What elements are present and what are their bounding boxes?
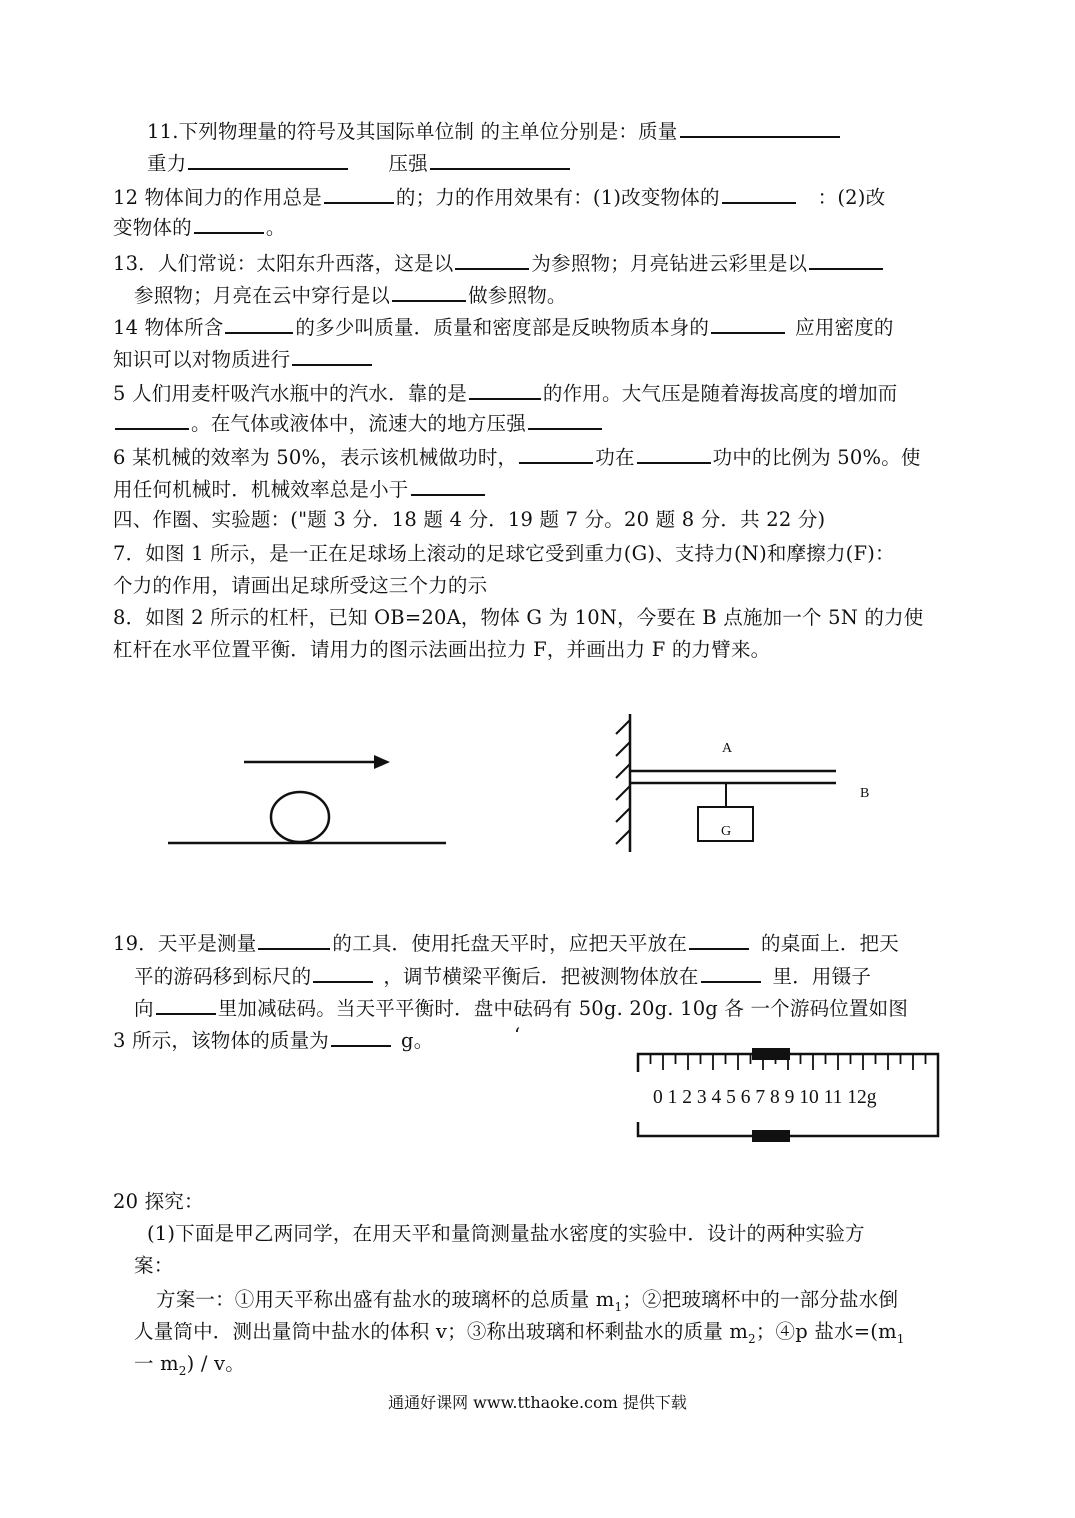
q20-plan1-line-1: 方案一：①用天平称出盛有盐水的玻璃杯的总质量 $m_1$；②把玻璃杯中的一部分盐水倒 bbox=[156, 1288, 899, 1314]
q16-line-1: 6 某机械的效率为 50%，表示该机械做功时， 功在 功中的比例为 50%。使 bbox=[113, 446, 921, 469]
motion-arrow-head bbox=[374, 755, 390, 769]
q17-line-2: 个力的作用，请画出足球所受这三个力的示 bbox=[113, 574, 488, 597]
answer-blank bbox=[711, 314, 785, 334]
answer-blank bbox=[194, 214, 264, 234]
q15-line-1: 5 人们用麦杆吸汽水瓶中的汽水．靠的是 的作用。大气压是随着海拔高度的增加而 bbox=[113, 382, 898, 405]
answer-blank bbox=[430, 150, 570, 170]
label-g: G bbox=[721, 824, 732, 839]
q17-line-1: 7．如图 1 所示，是一正在足球场上滚动的足球它受到重力(G)、支持力(N)和摩擦力(F)： bbox=[113, 542, 895, 565]
q13-line-1: 13．人们常说：太阳东升西落，这是以 为参照物；月亮钻进云彩里是以 bbox=[113, 250, 885, 276]
q14-line-2: 知识可以对物质进行 bbox=[113, 346, 374, 372]
q19-line-4: 3 所示，该物体的质量为 g。 bbox=[113, 1029, 434, 1052]
answer-blank bbox=[528, 410, 602, 430]
answer-blank bbox=[455, 250, 529, 270]
q16-line-2: 用任何机械时．机械效率总是小于 bbox=[113, 476, 487, 502]
answer-blank bbox=[188, 150, 348, 170]
figure-3-scale bbox=[632, 1040, 944, 1144]
answer-blank bbox=[689, 930, 749, 950]
answer-blank bbox=[809, 250, 883, 270]
section-4-heading: 四、作圈、实验题：("题 3 分．18 题 4 分．19 题 7 分。20 题 8 分．共 22 分) bbox=[113, 508, 826, 531]
answer-blank bbox=[313, 963, 373, 983]
answer-blank bbox=[292, 346, 372, 366]
q19-line-1: 19．天平是测量 的工具．使用托盘天平时，应把天平放在 的桌面上．把天 bbox=[113, 932, 899, 955]
answer-blank bbox=[324, 184, 394, 204]
label-a: A bbox=[722, 741, 733, 756]
q20-p1-line-2: 案： bbox=[134, 1254, 174, 1277]
q20-title: 20 探究： bbox=[113, 1190, 204, 1213]
stray-mark: ‘ bbox=[514, 1024, 521, 1047]
q19-line-3: 向 里加减砝码。当天平平衡时．盘中砝码有 50g. 20g. 10g 各 一个游码位置如图 bbox=[134, 997, 909, 1020]
q19-line-2: 平的游码移到标尺的 ，调节横梁平衡后．把被测物体放在 里．用镊子 bbox=[134, 965, 872, 988]
answer-blank bbox=[469, 380, 541, 400]
rider-bottom bbox=[752, 1130, 790, 1142]
q18-line-1: 8．如图 2 所示的杠杆，已知 OB=20A，物体 G 为 10N，今要在 B 点施加一个 5N 的力使 bbox=[113, 606, 924, 629]
answer-blank bbox=[722, 184, 796, 204]
q11-line-2: 重力 压强 bbox=[147, 150, 572, 176]
answer-blank bbox=[680, 118, 840, 138]
figure-2-lever bbox=[610, 712, 890, 857]
answer-blank bbox=[115, 410, 189, 430]
answer-blank bbox=[225, 314, 293, 334]
q20-plan1-line-2: 人量筒中．测出量筒中盐水的体积 v；③称出玻璃和杯剩盐水的质量 $m_2$；④p 盐水$=(m_1$ bbox=[134, 1320, 905, 1346]
page-footer: 通通好课网 www.tthaoke.com 提供下载 bbox=[388, 1393, 687, 1412]
q14-line-1: 14 物体所含 的多少叫质量．质量和密度部是反映物质本身的 应用密度的 bbox=[113, 316, 894, 339]
answer-blank bbox=[411, 476, 485, 496]
figure-1-ball bbox=[160, 740, 460, 860]
q12-line-2: 变物体的 。 bbox=[113, 216, 286, 239]
label-b: B bbox=[860, 786, 870, 801]
q15-line-2: 。在气体或液体中，流速大的地方压强 bbox=[113, 410, 604, 436]
q20-p1-line-1: (1)下面是甲乙两同学，在用天平和量筒测量盐水密度的实验中．设计的两种实验方 bbox=[147, 1222, 865, 1245]
answer-blank bbox=[637, 444, 711, 464]
answer-blank bbox=[156, 995, 216, 1015]
rider-top bbox=[752, 1048, 790, 1060]
q11-line-1: 11.下列物理量的符号及其国际单位制 的主单位分别是：质量 bbox=[147, 118, 842, 144]
answer-blank bbox=[331, 1027, 391, 1047]
answer-blank bbox=[519, 444, 593, 464]
q13-line-2: 参照物；月亮在云中穿行是以 做参照物。 bbox=[134, 284, 567, 307]
ball-circle bbox=[271, 792, 329, 842]
scale-numbers: 0 1 2 3 4 5 6 7 8 9 10 11 12g bbox=[653, 1087, 877, 1108]
q20-plan1-line-3: 一 $m_2$) / v。 bbox=[134, 1352, 245, 1378]
wall-hatching bbox=[616, 720, 630, 844]
q18-line-2: 杠杆在水平位置平衡．请用力的图示法画出拉力 F，并画出力 F 的力臂来。 bbox=[113, 638, 771, 661]
q12-line-1: 12 物体间力的作用总是 的；力的作用效果有：(1)改变物体的 ：(2)改 bbox=[113, 186, 886, 209]
answer-blank bbox=[392, 282, 466, 302]
answer-blank bbox=[258, 930, 330, 950]
answer-blank bbox=[701, 963, 761, 983]
